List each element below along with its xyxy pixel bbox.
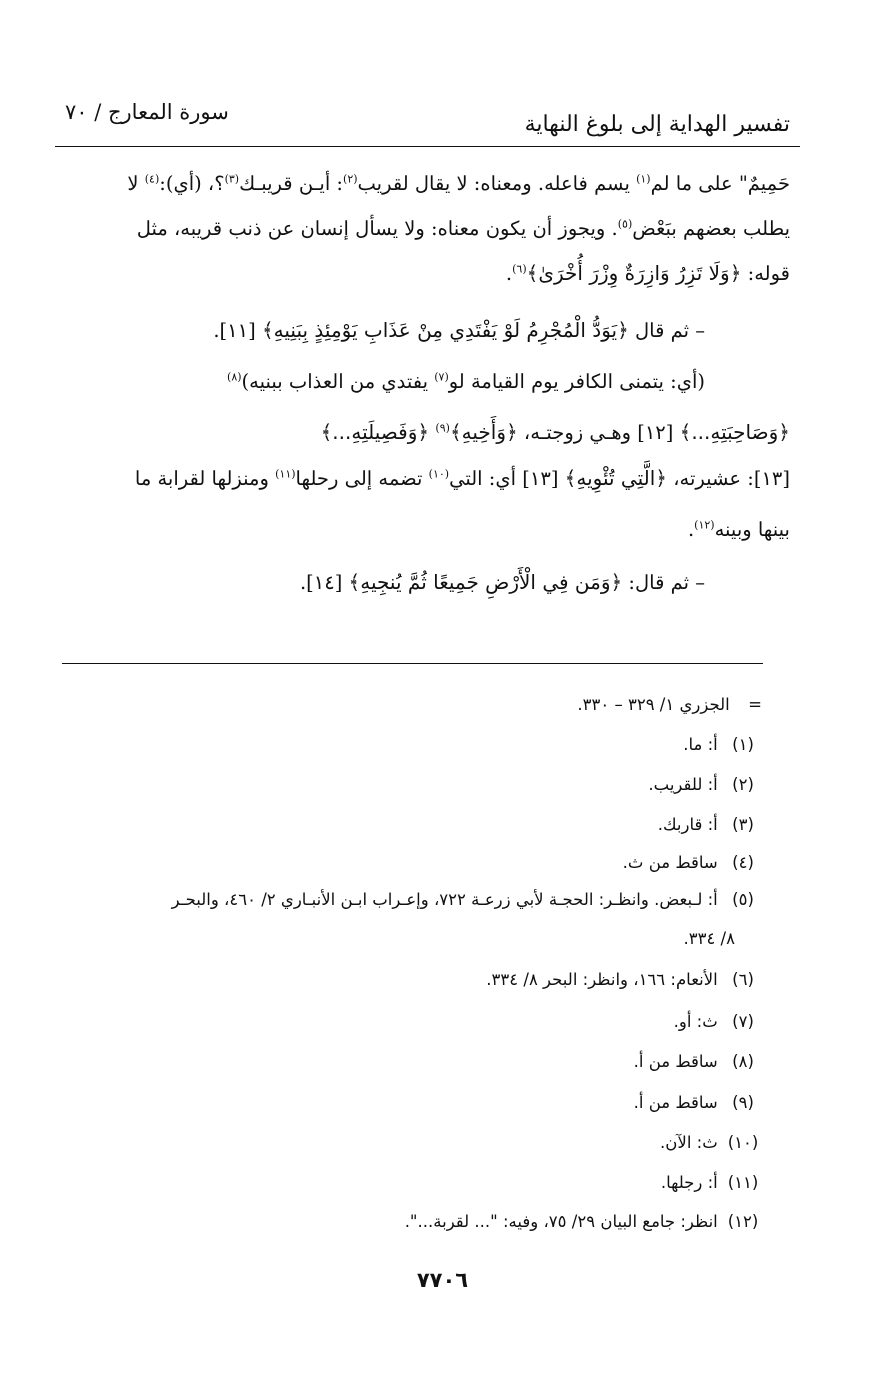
footnote-line: = الجزري ١/ ٣٢٩ – ٣٣٠. [577, 695, 762, 714]
footnote-line: (٨) ساقط من أ. [633, 1052, 754, 1071]
footnote-line: (٣) أ: قاربك. [657, 815, 754, 834]
book-title: تفسير الهداية إلى بلوغ النهاية [524, 112, 790, 137]
footnote-line: (١٢) انظر: جامع البيان ٢٩/ ٧٥، وفيه: "... لقربة...". [404, 1212, 759, 1231]
body-line-7: [١٣]: عشيرته، ﴿الَّتِي تُئْوِيهِ﴾ [١٣] أي: التي$^{(١٠)}$ تضمه إلى رحلها$^{(١١)}$ ومنزلها لقرابة ما [134, 466, 790, 490]
surah-page-label: سورة المعارج / ٧٠ [65, 100, 229, 124]
footnote-line: (٧) ث: أو. [673, 1012, 754, 1031]
footnote-line: (٤) ساقط من ث. [622, 853, 754, 872]
body-line-9: – ثم قال: ﴿وَمَن فِي الْأَرْضِ جَمِيعًا ثُمَّ يُنجِيهِ﴾ [١٤]. [299, 570, 705, 594]
footnote-line: (٥) أ: لـبعض. وانظـر: الحجـة لأبي زرعـة ٧٢٢، وإعـراب ابـن الأنبـاري ٢/ ٤٦٠، والبحـر [171, 890, 754, 909]
footnote-line: (٩) ساقط من أ. [633, 1093, 754, 1112]
page-number: ٧٧٠٦ [416, 1268, 469, 1292]
body-line-1: حَمِيمٌ" على ما لم$^{(١)}$ يسم فاعله. ومعناه: لا يقال لقريب$^{(٢)}$: أيـن قريبـك$^{(٣)}$؟، (أي):$^{(٤)}$ لا [127, 172, 790, 195]
body-line-5: (أي: يتمنى الكافر يوم القيامة لو$^{(٧)}$ يفتدي من العذاب ببنيه)$^{(٨)}$ [227, 370, 705, 393]
footnote-line: (١) أ: ما. [683, 735, 754, 754]
body-line-2: يطلب بعضهم ببَعْض$^{(٥)}$. ويجوز أن يكون معناه: ولا يسأل إنسان عن ذنب قريبه، مثل [136, 217, 790, 240]
footnote-line: (٢) أ: للقريب. [648, 775, 754, 794]
footnote-line-continuation: ٨/ ٣٣٤. [683, 929, 735, 948]
footnote-line: (١١) أ: رجلها. [660, 1173, 759, 1192]
body-line-4: – ثم قال ﴿يَوَدُّ الْمُجْرِمُ لَوْ يَفْتَدِي مِنْ عَذَابِ يَوْمِئِذٍ بِبَنِيهِ﴾ [١١]. [213, 318, 705, 342]
body-line-8: بينها وبينه$^{(١٢)}$. [687, 518, 790, 541]
body-line-3: قوله: ﴿وَلَا تَزِرُ وَازِرَةٌ وِزْرَ أُخْرَىٰ﴾$^{(٦)}$. [505, 261, 790, 285]
header-rule [55, 146, 800, 147]
footnote-separator [62, 663, 763, 664]
body-line-6: ﴿وَصَاحِبَتِهِ...﴾ [١٢] وهـي زوجتـه، ﴿وَأَخِيهِ﴾$^{(٩)}$ ﴿وَفَصِيلَتِهِ...﴾ [320, 420, 790, 444]
footnote-line: (٦) الأنعام: ١٦٦، وانظر: البحر ٨/ ٣٣٤. [486, 970, 754, 989]
footnote-line: (١٠) ث: الآن. [660, 1133, 759, 1152]
